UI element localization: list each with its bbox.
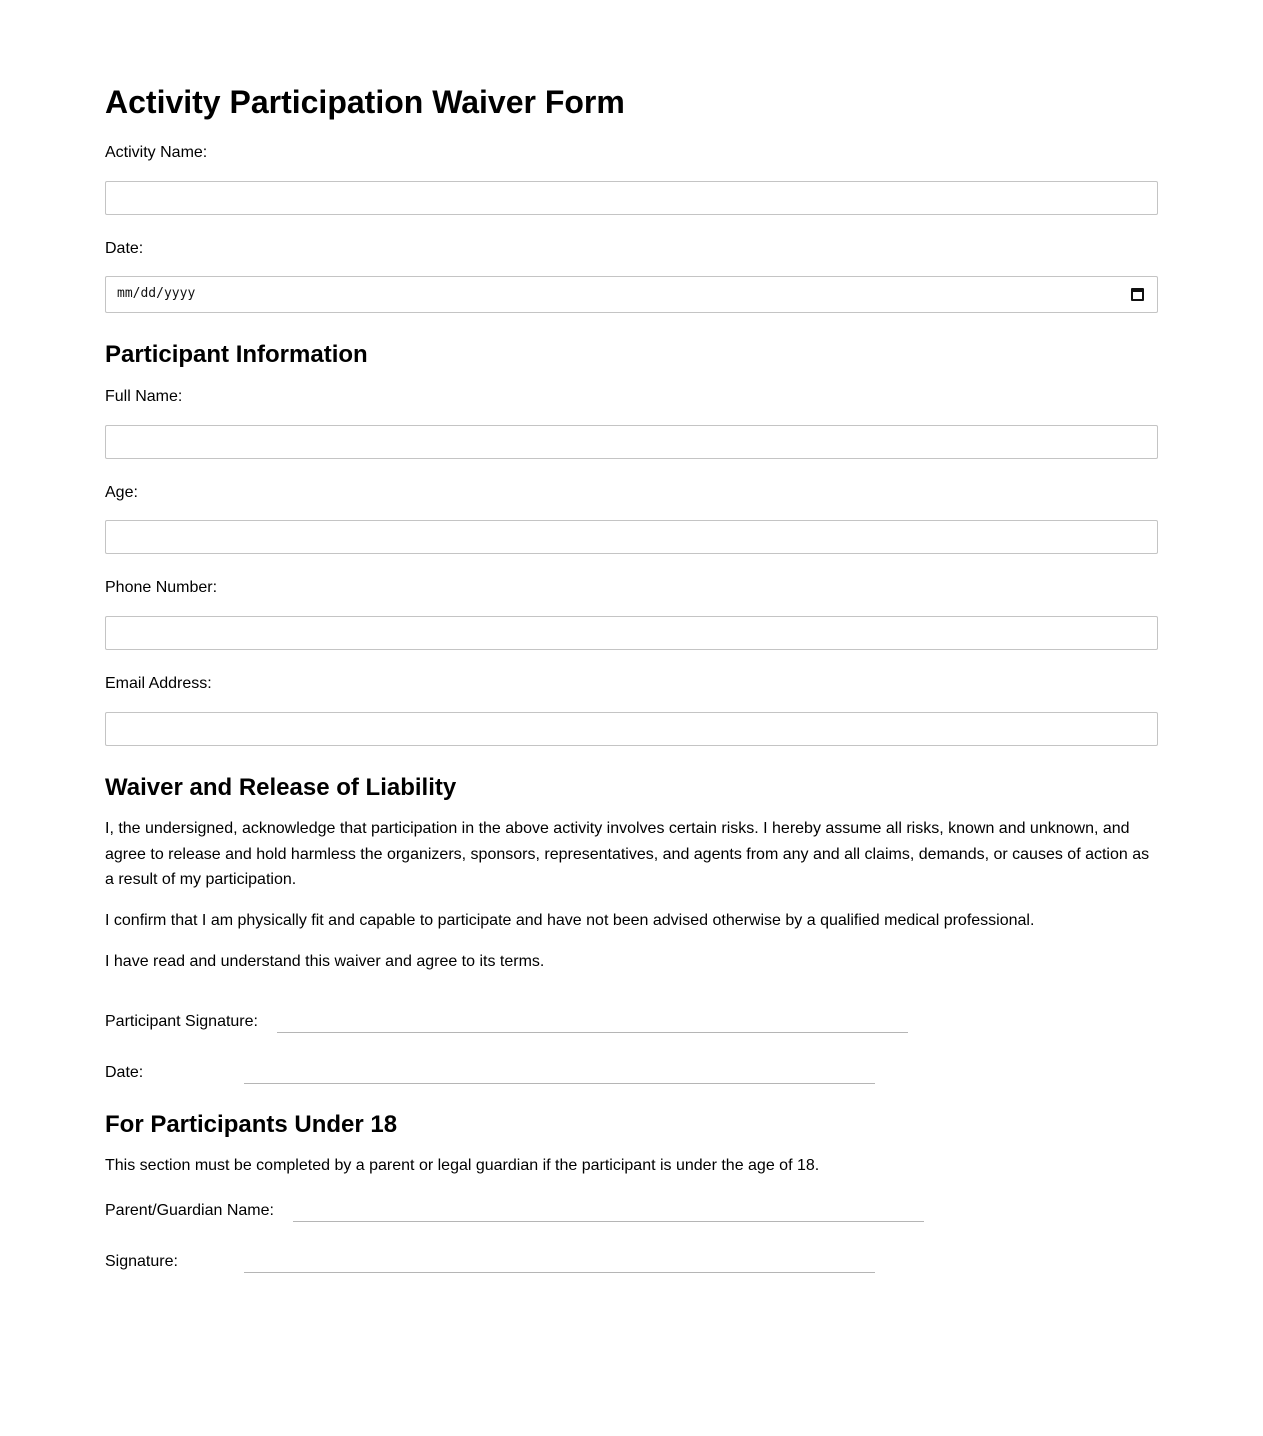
guardian-signature-label: Signature: <box>105 1252 178 1270</box>
guardian-name-label: Parent/Guardian Name: <box>105 1201 274 1219</box>
section-heading-minor: For Participants Under 18 <box>105 1110 398 1138</box>
activity-name-input[interactable] <box>105 181 1158 215</box>
activity-name-label: Activity Name: <box>105 144 208 161</box>
waiver-paragraph-1: I, the undersigned, acknowledge that participation in the above activity involves certain risks. I hereby assume all risks, known and unknown, and agree to release and hold harmless the organizers, sponsors, representatives, and agents from any and all claims, demands, or causes of action as a result of my participation. <box>105 820 1150 889</box>
section-heading-participant: Participant Information <box>105 341 368 368</box>
date-placeholder: mm/dd/yyyy <box>117 286 196 301</box>
guardian-name-input[interactable] <box>293 1202 924 1222</box>
activity-date-label: Date: <box>105 240 144 257</box>
guardian-name-row <box>105 1199 1158 1221</box>
full-name-label: Full Name: <box>105 388 183 405</box>
participant-signature-label: Participant Signature: <box>105 1012 258 1030</box>
activity-date-input[interactable] <box>105 276 1158 313</box>
guardian-signature-row <box>105 1250 1158 1272</box>
signature-date-row <box>105 1061 1158 1083</box>
calendar-icon[interactable] <box>1131 288 1144 301</box>
section-heading-waiver: Waiver and Release of Liability <box>105 774 457 801</box>
phone-label: Phone Number: <box>105 579 218 596</box>
email-label: Email Address: <box>105 675 212 692</box>
age-input[interactable] <box>105 520 1158 554</box>
waiver-paragraph-2: I confirm that I am physically fit and capable to participate and have not been advised otherwise by a qualified medical professional. <box>105 911 1035 929</box>
signature-date-input[interactable] <box>244 1064 875 1084</box>
signature-date-label: Date: <box>105 1063 144 1081</box>
email-input[interactable] <box>105 712 1158 746</box>
page-title: Activity Participation Waiver Form <box>105 84 625 120</box>
guardian-signature-input[interactable] <box>244 1253 875 1273</box>
minor-note: This section must be completed by a parent or legal guardian if the participant is under the age of 18. <box>105 1156 820 1174</box>
full-name-input[interactable] <box>105 425 1158 459</box>
age-label: Age: <box>105 484 138 501</box>
waiver-form <box>105 0 1158 1272</box>
waiver-paragraph-3: I have read and understand this waiver and agree to its terms. <box>105 953 545 971</box>
phone-input[interactable] <box>105 616 1158 650</box>
participant-signature-input[interactable] <box>277 1013 908 1033</box>
participant-signature-row <box>105 1010 1158 1032</box>
